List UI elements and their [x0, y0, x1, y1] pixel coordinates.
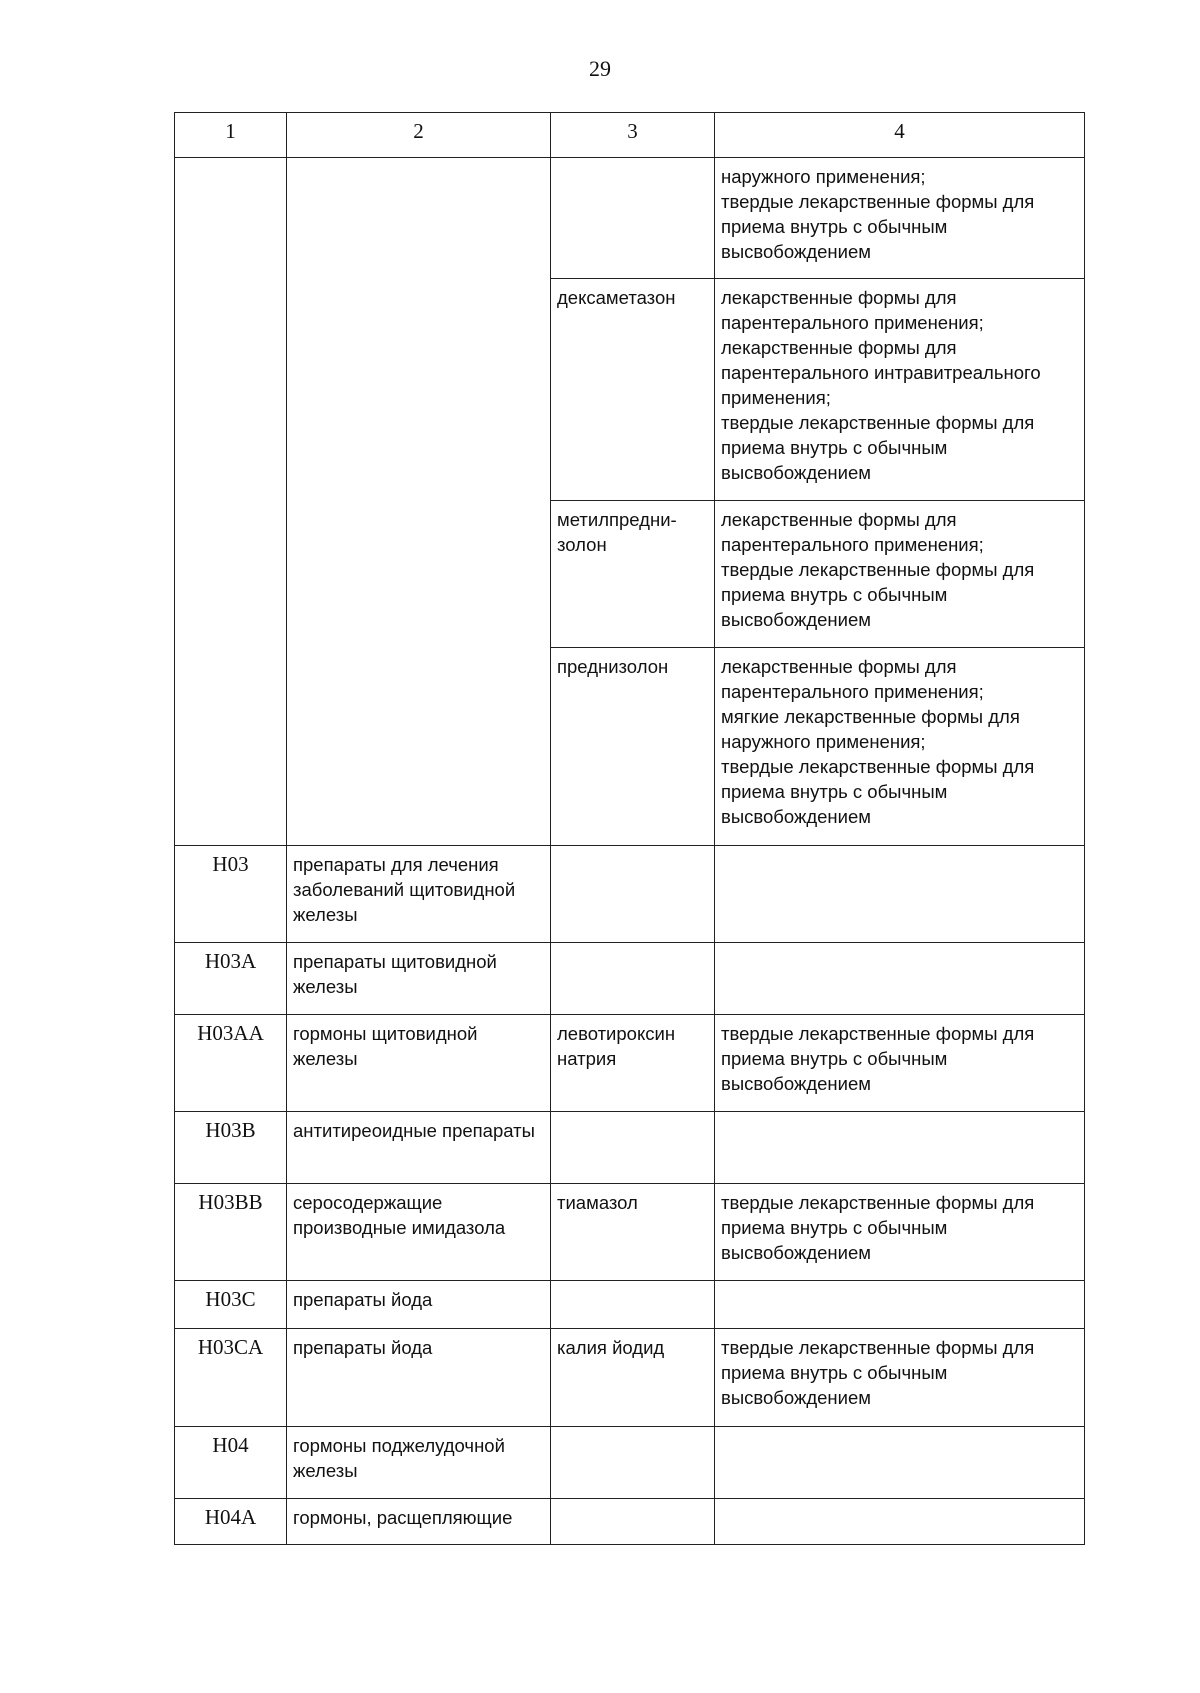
code-cell: H03A — [175, 943, 287, 1015]
table-row — [175, 1329, 1085, 1427]
form-line: лекарственные формы для парентерального интравитреального применения; — [721, 337, 1041, 408]
table-row — [175, 1281, 1085, 1329]
table-row — [175, 1427, 1085, 1499]
substance-cell: преднизолон — [551, 648, 715, 846]
forms-cell — [715, 648, 1085, 846]
substance-cell: метилпредни-золон — [551, 501, 715, 648]
group-cell: препараты йода — [287, 1281, 551, 1329]
group-cell: препараты для лечения заболеваний щитовидной железы — [287, 846, 551, 943]
substance-cell — [551, 846, 715, 943]
form-line: твердые лекарственные формы для приема внутрь с обычным высвобождением — [721, 191, 1035, 262]
forms-cell: твердые лекарственные формы для приема внутрь с обычным высвобождением — [715, 1015, 1085, 1112]
form-line: мягкие лекарственные формы для наружного применения; — [721, 706, 1020, 752]
forms-cell: твердые лекарственные формы для приема внутрь с обычным высвобождением — [715, 1329, 1085, 1427]
substance-cell: калия йодид — [551, 1329, 715, 1427]
forms-cell — [715, 1499, 1085, 1545]
table-row — [175, 846, 1085, 943]
header-col-2: 2 — [287, 113, 551, 158]
group-cell: антитиреоидные препараты — [287, 1112, 551, 1184]
table-row — [175, 158, 1085, 279]
substance-cell — [551, 1112, 715, 1184]
substance-cell — [551, 1427, 715, 1499]
forms-cell — [715, 158, 1085, 279]
code-cell: H04 — [175, 1427, 287, 1499]
group-cell: препараты щитовидной железы — [287, 943, 551, 1015]
table-row — [175, 1015, 1085, 1112]
code-cell — [175, 158, 287, 846]
drug-table — [174, 112, 1085, 1545]
substance-cell: тиамазол — [551, 1184, 715, 1281]
form-line: лекарственные формы для парентерального применения; — [721, 509, 984, 555]
table-row — [175, 1112, 1085, 1184]
group-cell: гормоны поджелудочной железы — [287, 1427, 551, 1499]
form-line: твердые лекарственные формы для приема внутрь с обычным высвобождением — [721, 559, 1035, 630]
substance-cell — [551, 1281, 715, 1329]
code-cell: H03B — [175, 1112, 287, 1184]
header-col-3: 3 — [551, 113, 715, 158]
forms-cell — [715, 1427, 1085, 1499]
code-cell: H03 — [175, 846, 287, 943]
form-line: твердые лекарственные формы для приема внутрь с обычным высвобождением — [721, 756, 1035, 827]
header-col-4: 4 — [715, 113, 1085, 158]
group-cell: гормоны, расщепляющие — [287, 1499, 551, 1545]
substance-cell: левотироксин натрия — [551, 1015, 715, 1112]
group-cell: гормоны щитовидной железы — [287, 1015, 551, 1112]
substance-cell — [551, 943, 715, 1015]
forms-cell — [715, 1112, 1085, 1184]
form-line: лекарственные формы для парентерального применения; — [721, 656, 984, 702]
code-cell: H03CA — [175, 1329, 287, 1427]
substance-cell — [551, 1499, 715, 1545]
group-cell: препараты йода — [287, 1329, 551, 1427]
form-line: наружного применения; — [721, 166, 926, 187]
forms-cell: твердые лекарственные формы для приема внутрь с обычным высвобождением — [715, 1184, 1085, 1281]
form-line: лекарственные формы для парентерального применения; — [721, 287, 984, 333]
table-row — [175, 943, 1085, 1015]
code-cell: H03BB — [175, 1184, 287, 1281]
forms-cell — [715, 1281, 1085, 1329]
header-col-1: 1 — [175, 113, 287, 158]
code-cell: H03AA — [175, 1015, 287, 1112]
form-line: твердые лекарственные формы для приема внутрь с обычным высвобождением — [721, 412, 1035, 483]
page-number: 29 — [589, 56, 611, 81]
table-row — [175, 1499, 1085, 1545]
group-cell — [287, 158, 551, 846]
forms-cell — [715, 279, 1085, 501]
forms-cell — [715, 943, 1085, 1015]
table-row — [175, 1184, 1085, 1281]
group-cell: серосодержащие производные имидазола — [287, 1184, 551, 1281]
forms-cell — [715, 501, 1085, 648]
substance-cell: дексаметазон — [551, 279, 715, 501]
forms-cell — [715, 846, 1085, 943]
code-cell: H04A — [175, 1499, 287, 1545]
header-row — [175, 113, 1085, 158]
code-cell: H03C — [175, 1281, 287, 1329]
substance-cell — [551, 158, 715, 279]
